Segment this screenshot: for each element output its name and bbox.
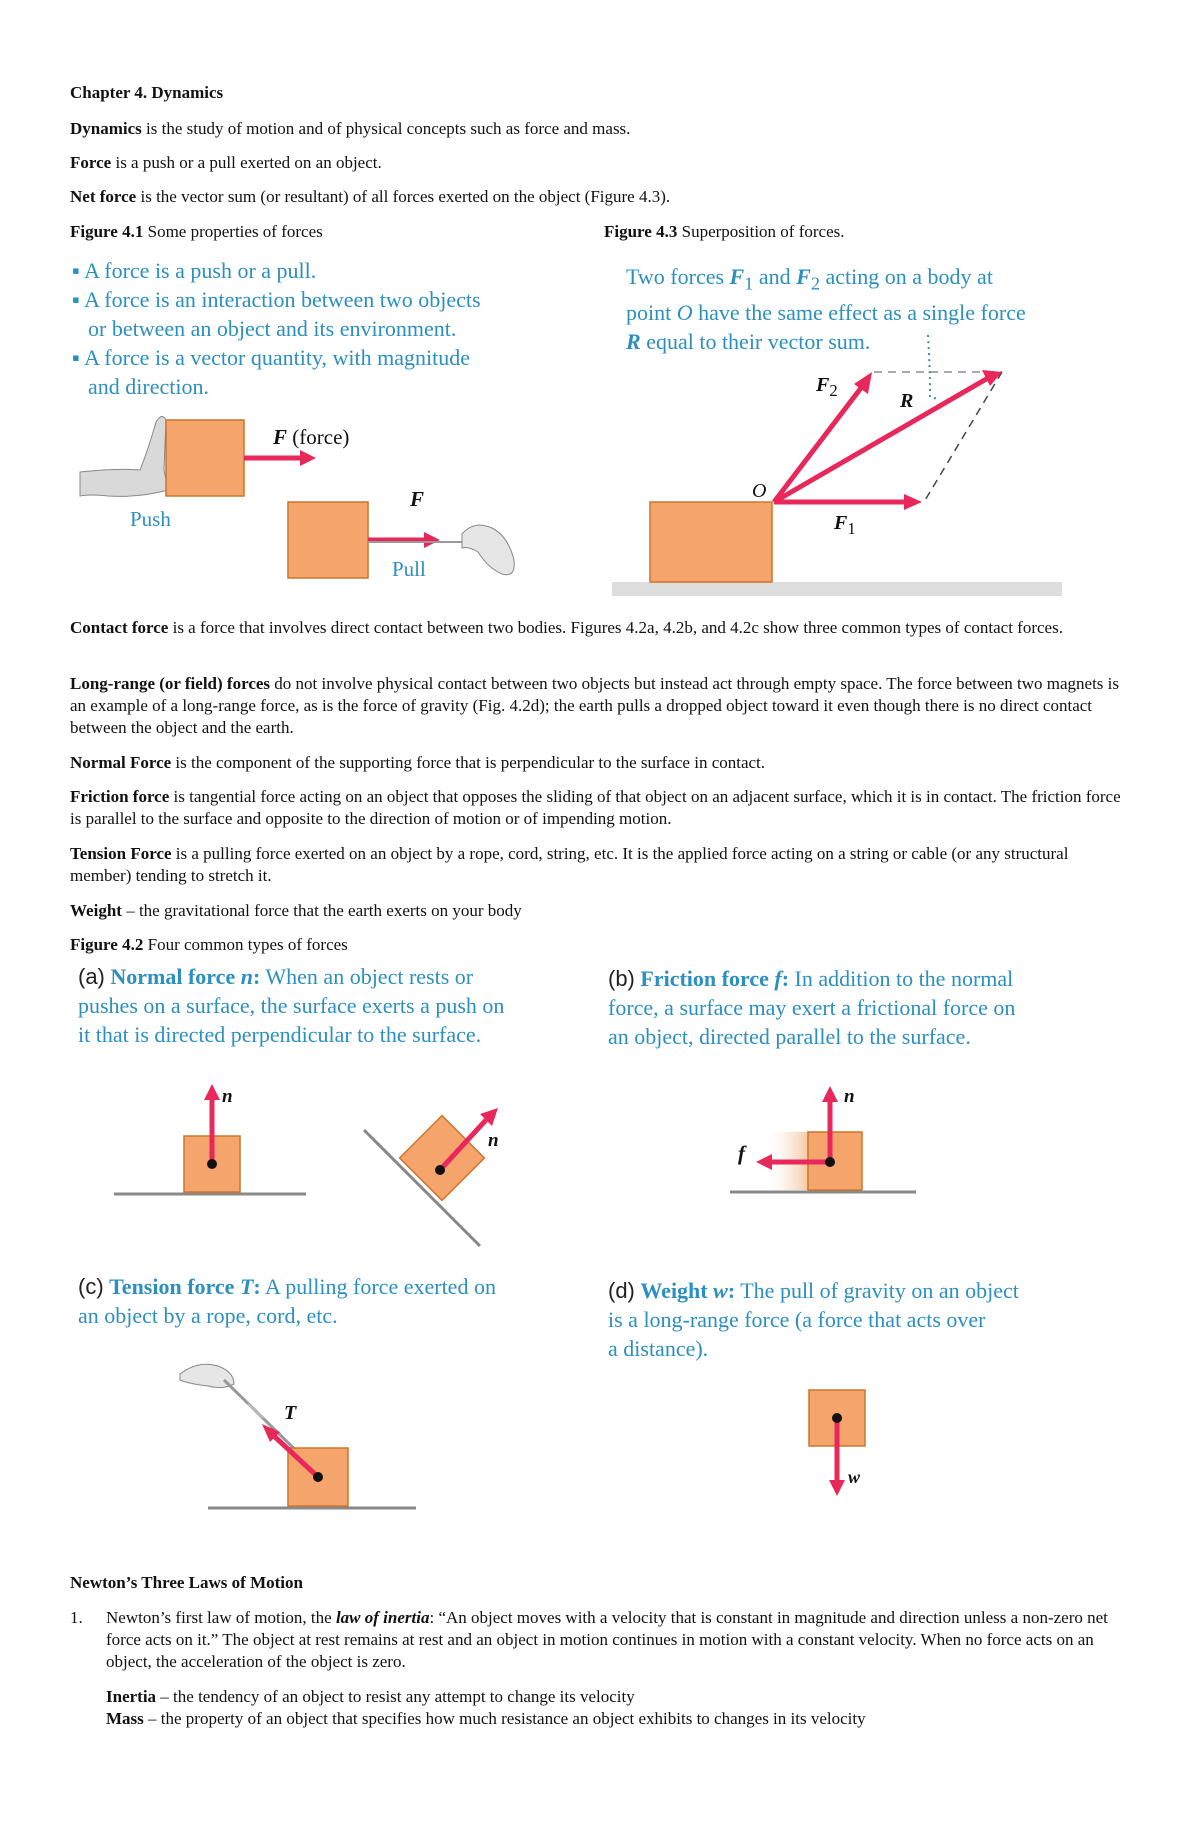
body-box	[650, 502, 772, 582]
n-label-flat: n	[222, 1086, 233, 1107]
figure-4-1-bullets	[72, 256, 532, 401]
push-hand-icon	[80, 416, 168, 496]
def-force: Force is a push or a pull exerted on an object.	[70, 153, 382, 172]
newton-heading: Newton’s Three Laws of Motion	[70, 1573, 303, 1592]
def-dynamics: Dynamics is the study of motion and of physical concepts such as force and mass.	[70, 119, 631, 138]
list-number: 1.	[70, 1608, 83, 1627]
f2-label: $F_2$	[816, 374, 838, 400]
f1-label: $F_1$	[834, 512, 856, 538]
fig-4-2b-text: (b) Friction force f: In addition to the normal force, a surface may exert a frictional force on an object, directed parallel to the surface.	[608, 966, 1016, 1049]
def-tension-force: Tension Force is a pulling force exerted on an object by a rope, cord, string, etc. It is the applied force acting on a string or cable (or any structural member) tending to stretch it.	[70, 844, 1069, 885]
f-label: f	[738, 1141, 745, 1165]
tension-force-drawing	[178, 1360, 428, 1520]
fig-4-2c-text: (c) Tension force T: A pulling force exerted on an object by a rope, cord, etc.	[78, 1274, 496, 1328]
def-contact-force: Contact force is a force that involves direct contact between two bodies. Figures 4.2a, 4.2b, and 4.2c show three common types of contact forces.	[70, 618, 1063, 637]
figure-4-1-caption: Figure 4.1 Some properties of forces	[70, 222, 323, 241]
pull-box	[288, 502, 368, 578]
push-label: Push	[130, 507, 171, 531]
normal-force-flat-drawing	[110, 1080, 310, 1200]
fig-4-2d-text: (d) Weight w: The pull of gravity on an object is a long-range force (a force that acts over a distance).	[608, 1278, 1019, 1361]
newton-first-law: Newton’s first law of motion, the law of inertia: “An object moves with a velocity that is constant in magnitude and direction unless a non-zero net force acts on it.” The object at rest remains at rest and an object in motion continues in motion with a constant velocity. When no force acts on an object, the acceleration of the object is zero.	[106, 1608, 1108, 1671]
ground	[612, 582, 1062, 596]
def-weight: Weight – the gravitational force that the earth exerts on your body	[70, 901, 522, 920]
force-label: F (force)	[273, 425, 350, 449]
push-box	[166, 420, 244, 496]
figure-4-3-caption: Figure 4.3 Superposition of forces.	[604, 222, 845, 241]
def-long-range-force: Long-range (or field) forces do not involve physical contact between two objects but instead act through empty space. The force between two magnets is an example of a long-range force, as is the force of gravity (Fig. 4.2d); the earth pulls a dropped object toward it even though there is no direct contact between the object and the earth.	[70, 674, 1120, 737]
def-mass: Mass – the property of an object that specifies how much resistance an object exhibits to changes in its velocity	[106, 1709, 866, 1728]
friction-force-drawing	[720, 1080, 920, 1200]
bullet-item: ▪ A force is an interaction between two objects	[72, 287, 481, 312]
weight-force-drawing	[805, 1386, 875, 1506]
bullet-item: ▪ A force is a push or a pull.	[72, 258, 317, 283]
figure-4-2-caption: Figure 4.2 Four common types of forces	[70, 935, 348, 954]
def-inertia: Inertia – the tendency of an object to resist any attempt to change its velocity	[106, 1687, 635, 1706]
pull-hand-icon	[462, 525, 514, 575]
n-label-friction: n	[844, 1086, 855, 1107]
bullet-item: or between an object and its environment.	[88, 316, 457, 341]
def-net-force: Net force is the vector sum (or resultant) of all forces exerted on the object (Figure 4.3).	[70, 187, 671, 206]
n-label-incline: n	[488, 1130, 499, 1151]
pull-label: Pull	[392, 557, 426, 581]
bullet-item: and direction.	[88, 374, 209, 399]
figure-4-3-text: Two forces $F_1$ and $F_2$ acting on a body at point O have the same effect as a single force R equal to their vector sum.	[626, 264, 1026, 355]
t-label: T	[284, 1402, 297, 1424]
chapter-title: Chapter 4. Dynamics	[70, 83, 224, 102]
def-friction-force: Friction force is tangential force acting on an object that opposes the sliding of that object on an adjacent surface, which it is in contact. The friction force is parallel to the surface and opposite to the direction of motion or of impending motion.	[70, 787, 1121, 828]
bullet-item: ▪ A force is a vector quantity, with magnitude	[72, 345, 471, 370]
fig-4-2a-text: (a) Normal force n: When an object rests or pushes on a surface, the surface exerts a push on it that is directed perpendicular to the surface.	[78, 964, 505, 1047]
pull-force-label: F	[410, 487, 425, 511]
normal-force-incline-drawing	[360, 1100, 490, 1250]
resultant-label: R	[900, 390, 914, 412]
def-normal-force: Normal Force is the component of the supporting force that is perpendicular to the surface in contact.	[70, 753, 766, 772]
point-o-label: O	[752, 480, 767, 502]
hand-icon	[180, 1364, 234, 1387]
w-label: w	[848, 1467, 861, 1487]
